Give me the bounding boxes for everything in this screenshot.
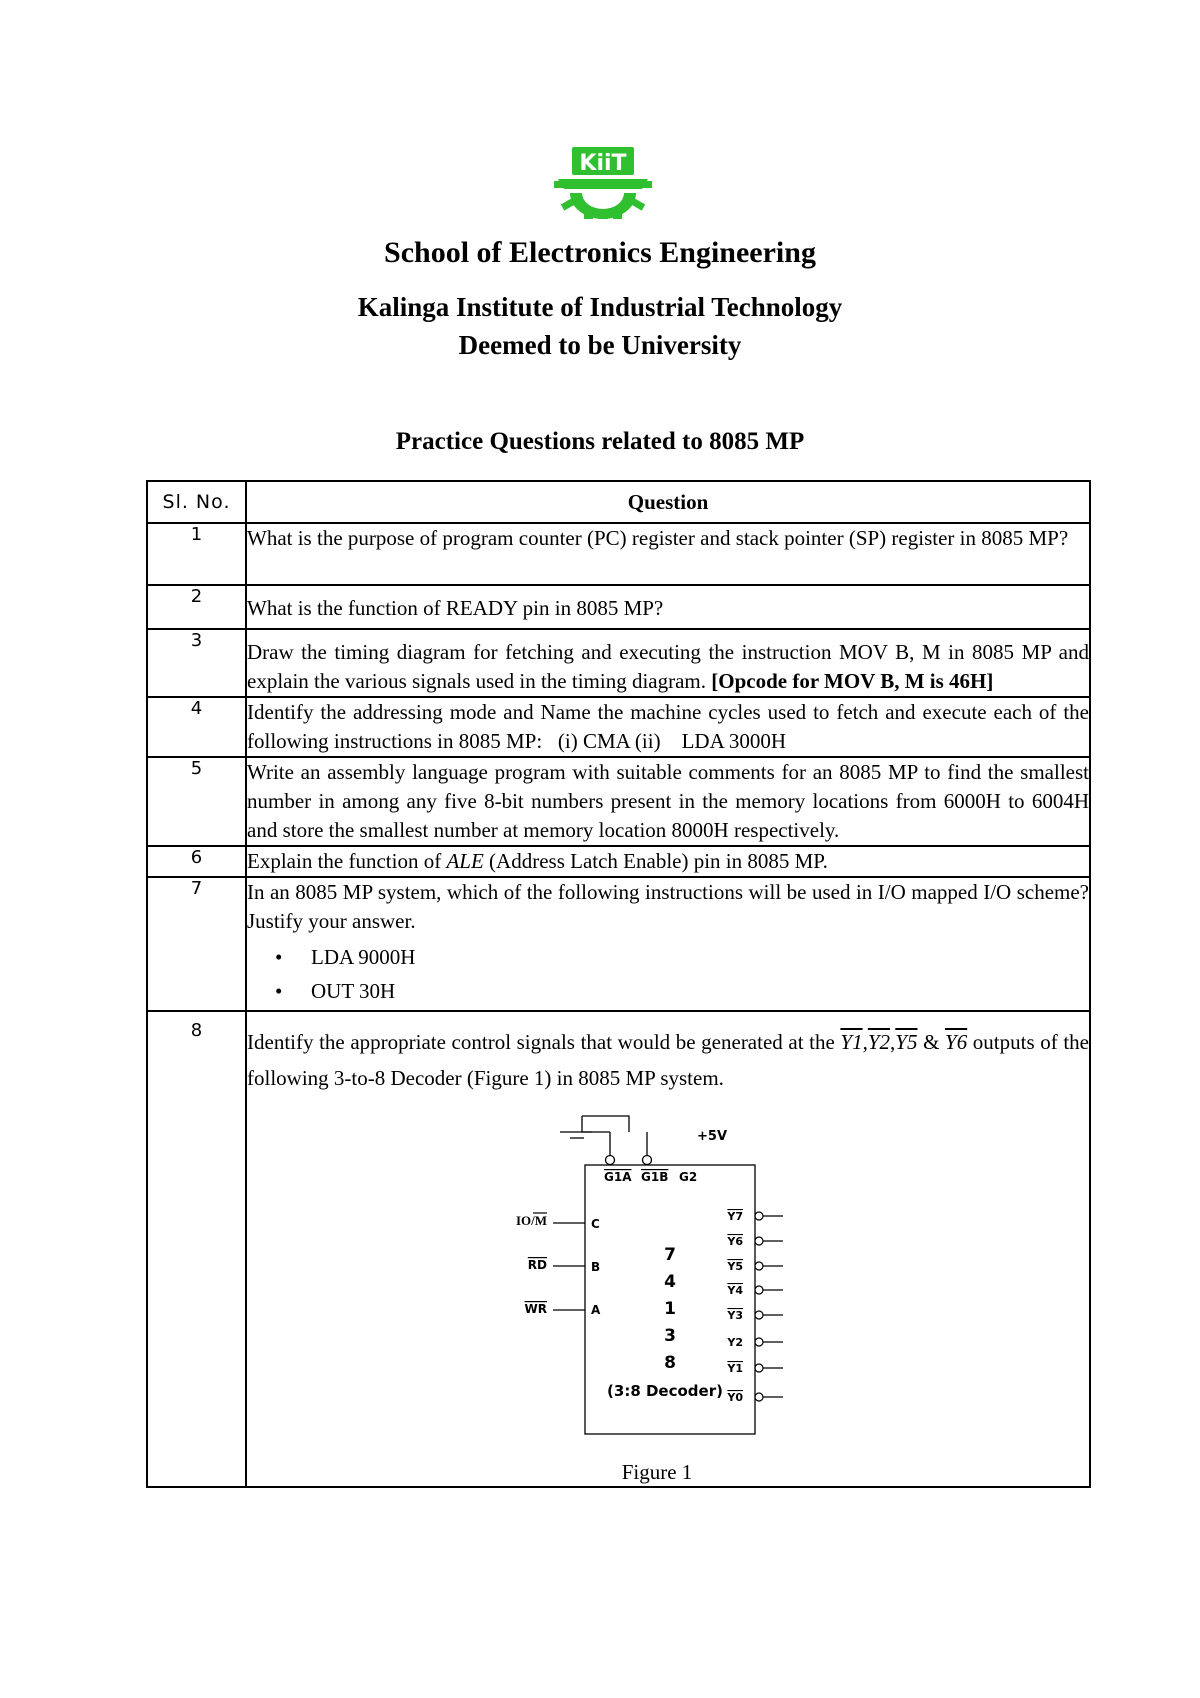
enable-label: G1B [641,1170,669,1184]
column-header-question: Question [246,481,1090,523]
document-title: Practice Questions related to 8085 MP [395,428,805,455]
row-number: 8 [147,1011,246,1487]
question-text: Write an assembly language program with suitable comments for an 8085 MP to find the smallest number in among any five 8-bit numbers present in the memory locations from 6000H to 6004H and store the smallest number at memory location 8000H respectively. [246,757,1090,846]
svg-text:KiiT: KiiT [579,151,627,176]
opcode-note: [Opcode for MOV B, M is 46H] [711,669,994,693]
school-heading: School of Electronics Engineering [384,236,816,269]
chip-label: 4 [664,1272,676,1292]
output-label: Y6 [727,1235,743,1248]
output-label: Y3 [727,1309,743,1322]
column-header-sl: Sl. No. [147,481,246,523]
question-body: In an 8085 MP system, which of the following instructions will be used in I/O mapped I/O scheme? Justify your answer. [247,880,1089,933]
input-lines [553,1223,585,1310]
output-label: Y7 [727,1210,743,1223]
row-number: 4 [147,697,246,757]
vcc-label: +5V [697,1129,727,1144]
institute-heading: Kalinga Institute of Industrial Technology [357,292,843,322]
question-text [246,629,1090,697]
question-text: What is the function of READY pin in 8085 MP? [246,585,1090,629]
decoder-figure [247,1096,1089,1486]
chip-label: 8 [664,1353,676,1373]
question-post: (Address Latch Enable) pin in 8085 MP. [483,849,828,873]
input-signal-wr: WR [524,1302,547,1316]
table-row [147,585,1090,629]
chip-label: 3 [664,1326,676,1346]
output-label: Y4 [727,1284,743,1297]
output-label: Y1 [727,1362,743,1375]
questions-table [146,480,1095,1488]
output-label: Y2 [727,1336,743,1349]
output-y1: Y1 [840,1030,863,1054]
enable-label: G2 [679,1170,698,1184]
chip-label: 1 [664,1299,676,1319]
enable-label: G1A [604,1170,632,1184]
output-y2: Y2 [867,1030,891,1054]
row-number: 1 [147,523,246,585]
table-row [147,846,1090,877]
output-y6: Y6 [945,1030,968,1054]
row-number: 5 [147,757,246,846]
decoder-diagram [247,1096,1007,1486]
option-item: • OUT 30H [311,974,1089,1008]
input-pin: C [591,1217,600,1231]
row-number: 3 [147,629,246,697]
input-pin: B [591,1260,601,1274]
input-pin: A [591,1303,601,1317]
question-body: Draw the timing diagram for fetching and executing the instruction MOV B, M in 8085 MP and explain the various signals used in the timing diagram. [247,640,1089,693]
output-y5: Y5 [895,1030,918,1054]
kiit-logo [548,145,658,219]
option-list [247,940,1089,1008]
table-header-row [147,481,1090,523]
table-row [147,1011,1090,1487]
table-row [147,523,1090,585]
chip-label: 7 [664,1245,676,1265]
input-signal-iom: IO/M [515,1213,547,1228]
ale-term: ALE [446,849,484,873]
row-number: 6 [147,846,246,877]
table-row [147,629,1090,697]
input-signal-rd: RD [527,1258,547,1272]
question-text: What is the purpose of program counter (PC) register and stack pointer (SP) register in 8085 MP? [246,523,1090,585]
option-item: • LDA 9000H [311,940,1089,974]
chip-label: (3:8 Decoder) [607,1382,723,1400]
question-text [246,877,1090,1011]
question-text: Identify the appropriate control signals that would be generated at the Y1,Y2,Y5 & Y6 outputs of the following 3-to-8 Decoder (Figure 1) in 8085 MP system. +5V G1A G1B G2 IO/M RD WR C B A 7 4 1 3 8 (3:8 Decoder) Y7 Y6 Y5 Y4 Y3 Y2 Y1 Y0 Figure 1 [246,1011,1090,1487]
question-text [246,846,1090,877]
question-post: outputs of the following 3-to-8 Decoder (Figure 1) in 8085 MP system. [247,1030,1089,1090]
output-label: Y5 [727,1260,743,1273]
question-pre: Identify the appropriate control signals that would be generated at the [247,1030,841,1054]
table-row [147,877,1090,1011]
table-row [147,757,1090,846]
university-heading: Deemed to be University [458,330,742,360]
table-row [147,697,1090,757]
question-pre: Explain the function of [247,849,447,873]
row-number: 7 [147,877,246,1011]
output-label: Y0 [727,1391,743,1404]
question-text: Identify the addressing mode and Name the machine cycles used to fetch and execute each of the following instructions in 8085 MP: (i) CMA (ii) LDA 3000H [246,697,1090,757]
figure-caption: Figure 1 [621,1460,693,1484]
row-number: 2 [147,585,246,629]
